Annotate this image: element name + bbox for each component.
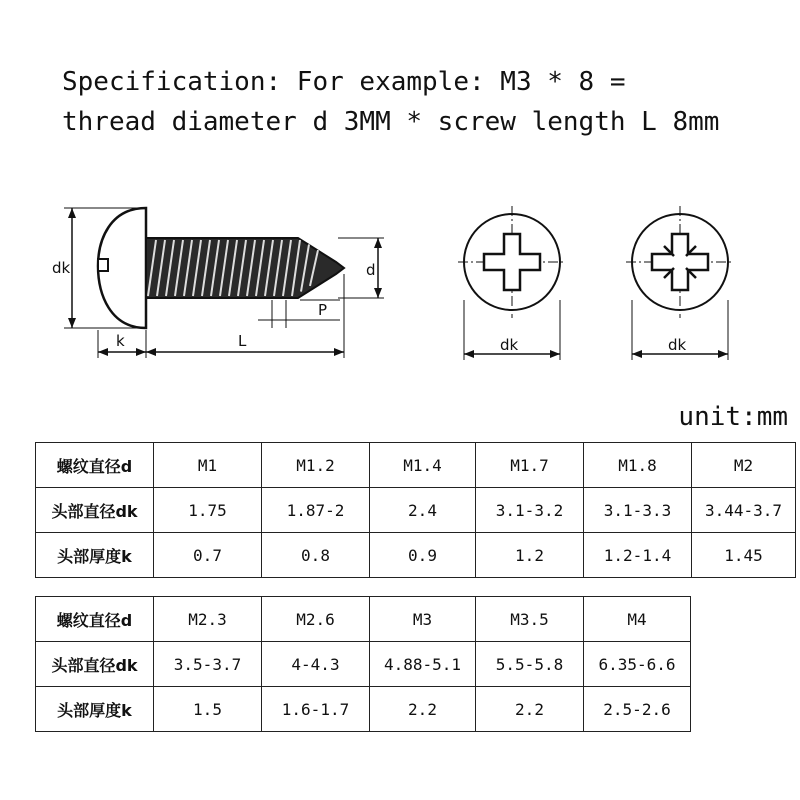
table-cell: M2.3 [154, 597, 262, 642]
side-L-label: L [238, 332, 247, 350]
table-row [36, 533, 796, 578]
table-cell: 0.9 [370, 533, 476, 578]
spec-table-1 [35, 442, 796, 578]
table-cell: 1.5 [154, 687, 262, 732]
row-header: 头部厚度k [36, 533, 154, 578]
table-cell: 5.5-5.8 [476, 642, 584, 687]
row-header: 头部厚度k [36, 687, 154, 732]
row-header: 头部直径dk [36, 642, 154, 687]
table-cell: 0.7 [154, 533, 262, 578]
screw-side-view [64, 208, 384, 358]
row-header: 螺纹直径d [36, 443, 154, 488]
phillips-dk-label: dk [500, 336, 519, 354]
unit-label: unit:mm [678, 402, 788, 432]
spec-line-2: thread diameter d 3MM * screw length L 8mm [62, 107, 720, 137]
table-row [36, 443, 796, 488]
screw-technical-drawing [0, 180, 800, 380]
side-k-label: k [116, 332, 125, 350]
table-cell: 4-4.3 [262, 642, 370, 687]
table-cell: 3.44-3.7 [692, 488, 796, 533]
table-cell: M2.6 [262, 597, 370, 642]
table-cell: 2.2 [476, 687, 584, 732]
table-cell: M1.4 [370, 443, 476, 488]
pozi-dk-label: dk [668, 336, 687, 354]
table-cell: 1.87-2 [262, 488, 370, 533]
table-cell: 6.35-6.6 [584, 642, 691, 687]
side-P-label: P [318, 301, 328, 319]
side-dk-label: dk [52, 259, 71, 277]
table-cell: 3.1-3.3 [584, 488, 692, 533]
table-cell: 1.45 [692, 533, 796, 578]
table-cell: 3.5-3.7 [154, 642, 262, 687]
table-cell: M1.8 [584, 443, 692, 488]
table-cell: M1.7 [476, 443, 584, 488]
table-row [36, 488, 796, 533]
table-cell: 2.5-2.6 [584, 687, 691, 732]
head-slot [98, 259, 108, 271]
spec-table-2 [35, 596, 691, 732]
row-header: 头部直径dk [36, 488, 154, 533]
side-d-label: d [366, 261, 376, 279]
table-row [36, 597, 691, 642]
table-cell: M2 [692, 443, 796, 488]
table-cell: 1.6-1.7 [262, 687, 370, 732]
table-row [36, 642, 691, 687]
table-cell: M4 [584, 597, 691, 642]
table-cell: 2.2 [370, 687, 476, 732]
table-cell: 4.88-5.1 [370, 642, 476, 687]
table-cell: M1.2 [262, 443, 370, 488]
table-cell: 1.2-1.4 [584, 533, 692, 578]
table-cell: M3 [370, 597, 476, 642]
table-cell: 2.4 [370, 488, 476, 533]
table-row [36, 687, 691, 732]
table-cell: 0.8 [262, 533, 370, 578]
table-cell: M1 [154, 443, 262, 488]
row-header: 螺纹直径d [36, 597, 154, 642]
table-cell: 3.1-3.2 [476, 488, 584, 533]
spec-line-1: Specification: For example: M3 * 8 = [62, 67, 626, 97]
table-cell: 1.75 [154, 488, 262, 533]
table-cell: M3.5 [476, 597, 584, 642]
specification-text [62, 62, 719, 142]
table-cell: 1.2 [476, 533, 584, 578]
